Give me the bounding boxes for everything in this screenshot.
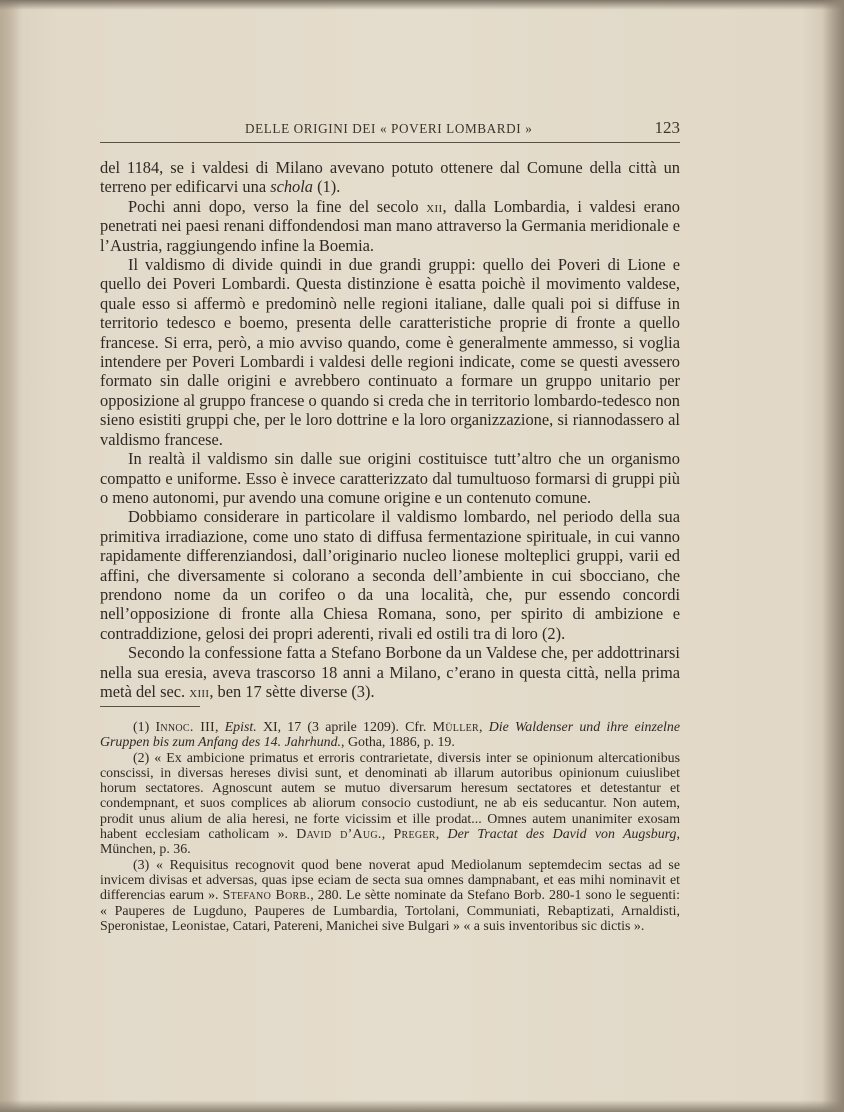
- running-header: [100, 118, 680, 140]
- page-top-edge: [0, 0, 844, 10]
- paragraph-3: Il valdismo di divide quindi in due grandi gruppi: quello dei Poveri di Lione e quello dei Poveri Lombardi. Questa distinzione è esatta poichè il movimento valdese, quale esso si affermò e predominò nelle regioni italiane, dalle quali poi si diffuse in territorio tedesco e boemo, presenta delle caratteristiche proprie di fronte a quello francese. Si erra, però, a mio avviso quando, come è generalmente ammesso, si voglia intendere per Poveri Lombardi i valdesi delle regioni indicate, come se questi avessero formato sin dalle origini e avrebbero continuato a formare un gruppo unitario per opposizione al gruppo francese o quando si creda che in territorio lombardo-tedesco non sieno esistiti gruppi che, per le loro dottrine e la loro organizzazione, si riannodassero al valdismo francese.: [100, 255, 680, 449]
- page-number: 123: [654, 118, 680, 137]
- footnote-2: (2) « Ex ambicione primatus et erroris contrarietate, diversis inter se opinionum altercationibus conscissi, in diversas hereses divisi sunt, et denominati ab illarum autoribus opinionum cuiuslibet horum sectatores. Agnoscunt autem se mutuo diversarum heresum sectatores et detestantur et condempnant, et suos complices ab aliorum consocio custodiunt, ne ab eis seducantur. Non autem, prodit unus alium de alia heresi, ne forte vicissim et ille prodat... Omnes autem unanimiter exosam habent ecclesiam catholicam ». David d’Aug., Preger, Der Tractat des David von Augsburg, München, p. 36.: [100, 750, 680, 858]
- footnote-3: (3) « Requisitus recognovit quod bene noverat apud Mediolanum septemdecim sectas ad se invicem divisas et adversas, quas ipse eciam de secta sua omnes dampnabant, et eas mihi nominavit et differencias earum ». Stefano Borb., 280. Le sètte nominate da Stefano Borb. 280-1 sono le seguenti: « Pauperes de Lugduno, Pauperes de Lumbardia, Tortolani, Communiati, Rebaptizati, Arnaldisti, Speronistae, Leonistae, Catari, Patereni, Manichei sive Bulgari » « a suis inventoribus sic dictis ».: [100, 857, 680, 934]
- paragraph-1: del 1184, se i valdesi di Milano avevano potuto ottenere dal Comune della città un terreno per edificarvi una schola (1).: [100, 158, 680, 197]
- footnote-rule: [100, 706, 200, 707]
- header-rule: [100, 142, 680, 143]
- paragraph-4: In realtà il valdismo sin dalle sue origini costituisce tutt’altro che un organismo compatto e uniforme. Esso è invece caratterizzato dal tumultuoso formarsi di gruppi più o meno autonomi, pur avendo una comune origine e un contenuto comune.: [100, 449, 680, 507]
- main-text: [100, 158, 680, 701]
- paragraph-6: Secondo la confessione fatta a Stefano Borbone da un Valdese che, per addottrinarsi nella sua eresia, aveva trascorso 18 anni a Milano, c’erano in questa città, nella prima metà del sec. xiii, ben 17 sètte diverse (3).: [100, 643, 680, 701]
- paragraph-5: Dobbiamo considerare in particolare il valdismo lombardo, nel periodo della sua primitiva irradiazione, come uno stato di diffusa fermentazione spirituale, in cui vanno rapidamente differenziandosi, dall’originario nucleo lionese molteplici gruppi, varii ed affini, che diversamente si colorano a seconda dell’ambiente in cui sbocciano, che prendono nome da un corifeo o da una località, che, pur essendo concordi nell’opposizione di fronte alla Chiesa Romana, sono, per spirito di ambizione e contraddizione, gelosi dei propri aderenti, rivali ed ostili tra di loro (2).: [100, 507, 680, 643]
- running-title: DELLE ORIGINI DEI « POVERI LOMBARDI »: [245, 121, 533, 136]
- page-bottom-edge: [0, 1100, 844, 1112]
- footnotes: [100, 720, 680, 934]
- footnote-1: (1) Innoc. III, Epist. XI, 17 (3 aprile 1209). Cfr. Müller, Die Waldenser und ihre einzelne Gruppen bis zum Anfang des 14. Jahrhund., Gotha, 1886, p. 19.: [100, 720, 681, 751]
- paragraph-2: Pochi anni dopo, verso la fine del secolo xii, dalla Lombardia, i valdesi erano penetrati nei paesi renani diffondendosi man mano attraverso la Germania meridionale e l’Austria, raggiungendo infine la Boemia.: [100, 196, 680, 255]
